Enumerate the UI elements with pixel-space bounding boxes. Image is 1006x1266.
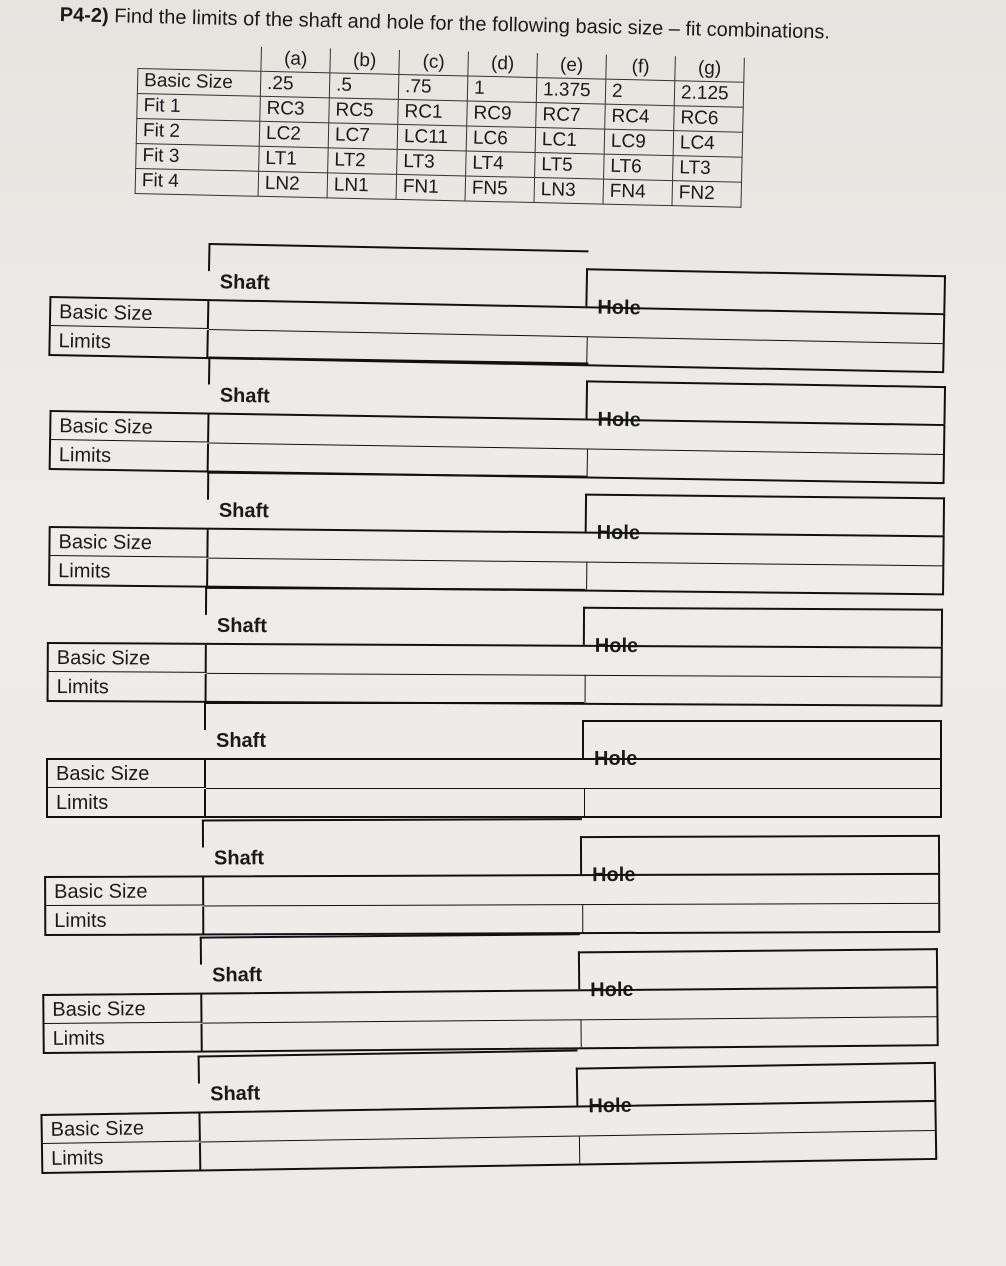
answer-grid bbox=[44, 873, 940, 936]
table-cell: LN3 bbox=[534, 178, 604, 205]
problem-number: P4-2) bbox=[59, 4, 109, 28]
table-cell: 1 bbox=[467, 76, 537, 103]
answer-block-3 bbox=[48, 498, 949, 597]
table-cell: LT4 bbox=[466, 151, 536, 178]
table-cell: LC2 bbox=[259, 121, 329, 148]
table-cell: FN2 bbox=[672, 181, 742, 208]
hole-label: Hole bbox=[590, 978, 634, 1002]
table-cell: LN1 bbox=[327, 173, 397, 200]
answer-grid bbox=[42, 986, 938, 1054]
limits-label: Limits bbox=[50, 327, 209, 358]
answer-grid bbox=[48, 526, 945, 595]
limits-label: Limits bbox=[45, 1024, 203, 1053]
row-label: Fit 4 bbox=[135, 168, 259, 196]
column-header: (f) bbox=[606, 55, 676, 81]
hole-label: Hole bbox=[597, 296, 641, 320]
row-label: Fit 2 bbox=[136, 118, 260, 146]
table-cell: LT6 bbox=[604, 154, 674, 181]
answer-block-7 bbox=[42, 958, 943, 1056]
hole-label: Hole bbox=[594, 634, 639, 658]
hole-label: Hole bbox=[594, 748, 638, 770]
limits-label: Limits bbox=[46, 906, 204, 935]
problem-text: Find the limits of the shaft and hole for the following basic size – fit combinations. bbox=[113, 5, 831, 44]
hole-label: Hole bbox=[597, 408, 641, 432]
basic-size-label: Basic Size bbox=[42, 1113, 200, 1143]
basic-size-label: Basic Size bbox=[48, 760, 206, 788]
limits-label: Limits bbox=[43, 1142, 201, 1172]
basic-size-label: Basic Size bbox=[51, 412, 209, 442]
answer-grid bbox=[47, 642, 943, 707]
limits-label: Limits bbox=[49, 673, 207, 702]
table-cell: LT3 bbox=[397, 149, 467, 176]
answer-block-4 bbox=[47, 614, 947, 709]
table-cell: LC1 bbox=[535, 128, 605, 155]
table-cell: .25 bbox=[260, 71, 330, 98]
shaft-label: Shaft bbox=[216, 730, 266, 752]
table-cell: LC7 bbox=[328, 123, 398, 150]
row-label: Fit 3 bbox=[136, 143, 260, 171]
limits-label: Limits bbox=[51, 441, 209, 471]
shaft-label: Shaft bbox=[219, 384, 270, 408]
table-cell: .75 bbox=[398, 74, 468, 101]
shaft-label: Shaft bbox=[218, 499, 269, 523]
hole-label: Hole bbox=[592, 863, 636, 887]
shaft-label: Shaft bbox=[209, 1082, 261, 1106]
answer-grid bbox=[40, 1100, 937, 1174]
answer-grid bbox=[49, 410, 946, 484]
table-cell: RC1 bbox=[398, 99, 468, 126]
table-cell: LC9 bbox=[604, 129, 674, 156]
table-cell: LC4 bbox=[673, 131, 743, 158]
answer-block-5 bbox=[46, 730, 946, 820]
table-cell: LT5 bbox=[535, 153, 605, 180]
table-cell: LT3 bbox=[673, 156, 743, 183]
fits-table bbox=[135, 44, 745, 208]
table-cell: RC7 bbox=[536, 103, 606, 130]
table-cell: RC5 bbox=[329, 98, 399, 125]
row-label: Basic Size bbox=[137, 69, 261, 97]
hole-label: Hole bbox=[596, 521, 641, 545]
table-cell: RC3 bbox=[260, 96, 330, 123]
limits-label: Limits bbox=[50, 557, 208, 587]
column-header: (c) bbox=[399, 50, 469, 76]
table-cell: FN1 bbox=[396, 174, 466, 201]
column-header: (b) bbox=[330, 48, 400, 74]
shaft-label: Shaft bbox=[211, 964, 263, 987]
basic-size-label: Basic Size bbox=[49, 644, 207, 673]
shaft-label: Shaft bbox=[216, 614, 267, 638]
table-cell: LC6 bbox=[466, 126, 536, 153]
hole-label: Hole bbox=[588, 1094, 632, 1118]
table-cell: LC11 bbox=[397, 124, 467, 151]
table-cell: .5 bbox=[329, 73, 399, 100]
shaft-label: Shaft bbox=[219, 271, 270, 295]
column-header: (a) bbox=[261, 47, 331, 73]
answer-block-8 bbox=[40, 1072, 941, 1176]
shaft-label: Shaft bbox=[213, 847, 265, 870]
table-cell: LT1 bbox=[259, 146, 329, 173]
row-label: Fit 1 bbox=[137, 93, 261, 121]
answer-block-2 bbox=[49, 382, 950, 486]
table-cell: RC4 bbox=[605, 104, 675, 131]
answer-block-1 bbox=[48, 268, 950, 375]
table-cell: RC9 bbox=[467, 101, 537, 128]
table-cell: LN2 bbox=[258, 171, 328, 198]
problem-statement bbox=[59, 4, 959, 47]
basic-size-label: Basic Size bbox=[51, 298, 210, 329]
limits-label: Limits bbox=[48, 789, 206, 817]
basic-size-label: Basic Size bbox=[50, 528, 208, 558]
table-cell: FN4 bbox=[603, 179, 673, 206]
answer-block-6 bbox=[44, 845, 944, 938]
table-cell: LT2 bbox=[328, 148, 398, 175]
table-cell: RC6 bbox=[674, 106, 744, 133]
basic-size-label: Basic Size bbox=[46, 877, 204, 906]
table-cell: FN5 bbox=[465, 176, 535, 203]
column-header: (g) bbox=[675, 56, 745, 82]
table-cell: 2.125 bbox=[674, 81, 744, 108]
table-cell: 2 bbox=[605, 79, 675, 106]
basic-size-label: Basic Size bbox=[44, 995, 202, 1024]
column-header: (d) bbox=[468, 51, 538, 77]
table-cell: 1.375 bbox=[536, 78, 606, 105]
column-header: (e) bbox=[537, 53, 607, 79]
answer-grid bbox=[46, 758, 942, 818]
